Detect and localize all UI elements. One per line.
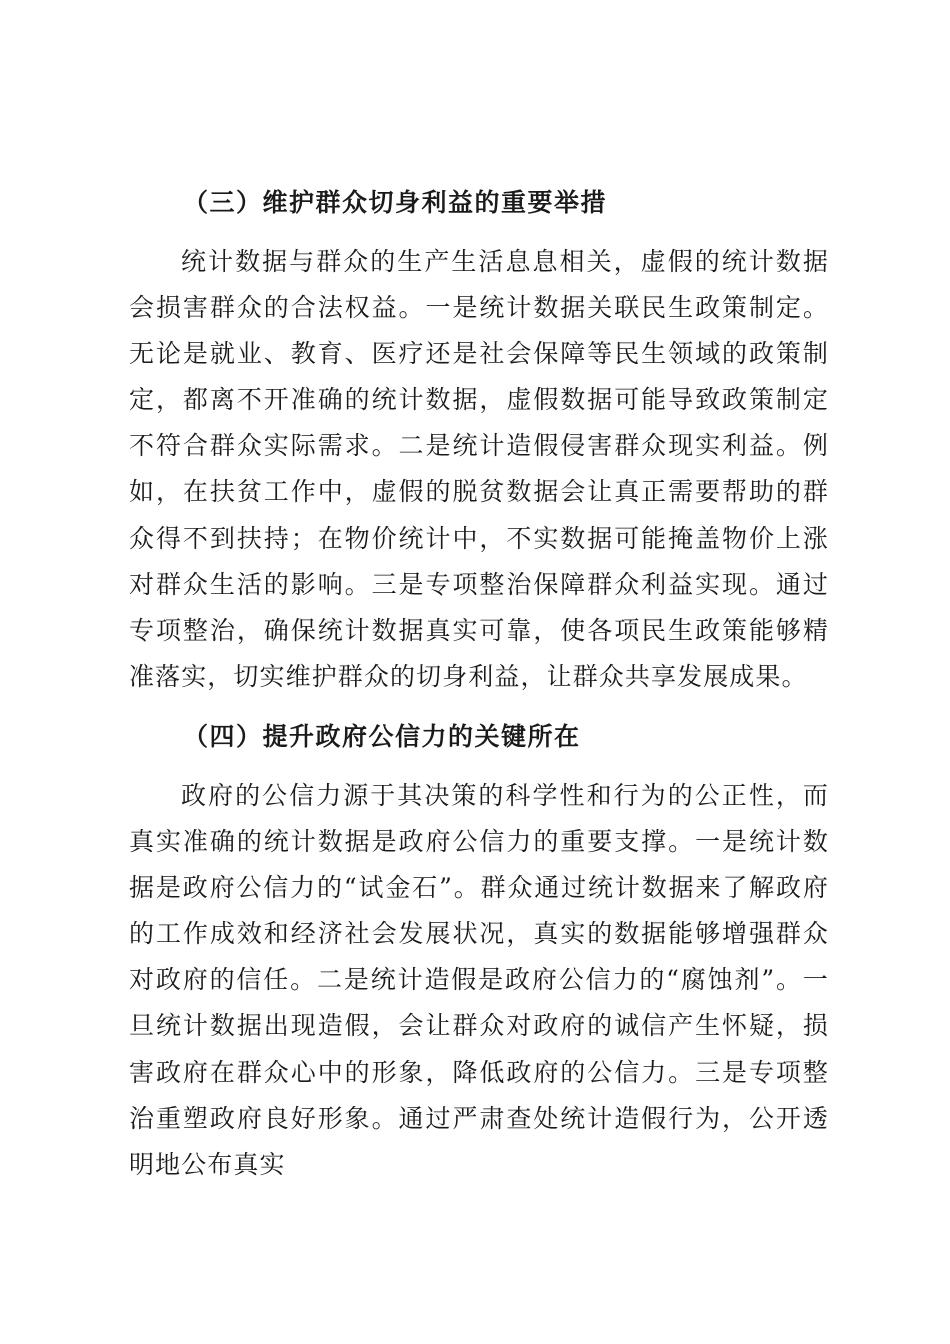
section-3-heading: （三）维护群众切身利益的重要举措: [183, 188, 608, 217]
section-4-heading: （四）提升政府公信力的关键所在: [183, 721, 581, 751]
document-page: [129, 180, 829, 1188]
section-4-paragraph: 政府的公信力源于其决策的科学性和行为的公正性，而真实准确的统计数据是政府公信力的重要支撑。一是统计数据是政府公信力的“试金石”。群众通过统计数据来了解政府的工作成效和经济社会发展状况，真实的数据能够增强群众对政府的信任。二是统计造假是政府公信力的“腐蚀剂”。一旦统计数据出现造假，会让群众对政府的诚信产生怀疑，损害政府在群众心中的形象，降低政府的公信力。三是专项整治重塑政府良好形象。通过严肃查处统计造假行为，公开透明地公布真实: [129, 780, 829, 1179]
section-3-paragraph: 统计数据与群众的生产生活息息相关，虚假的统计数据会损害群众的合法权益。一是统计数据关联民生政策制定。无论是就业、教育、医疗还是社会保障等民生领域的政策制定，都离不开准确的统计数据，虚假数据可能导致政策制定不符合群众实际需求。二是统计造假侵害群众现实利益。例如，在扶贫工作中，虚假的脱贫数据会让真正需要帮助的群众得不到扶持；在物价统计中，不实数据可能掩盖物价上涨对群众生活的影响。三是专项整治保障群众利益实现。通过专项整治，确保统计数据真实可靠，使各项民生政策能够精准落实，切实维护群众的切身利益，让群众共享发展成果。: [129, 247, 829, 691]
